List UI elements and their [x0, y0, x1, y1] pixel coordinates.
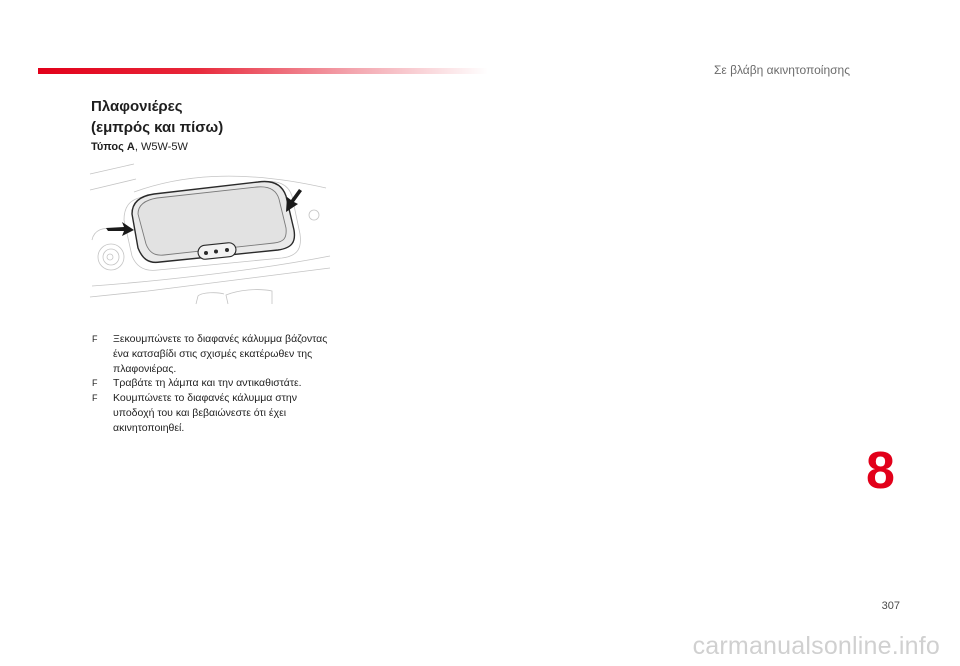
- bullet-icon: F: [92, 334, 98, 344]
- ceiling-lamp-illustration: [88, 160, 334, 305]
- bullet-icon: F: [92, 378, 98, 389]
- watermark-link[interactable]: carmanualsonline.info: [692, 632, 940, 660]
- step-text: Τραβάτε τη λάμπα και την αντικαθιστάτε.: [113, 377, 302, 390]
- step-text: Κουμπώνετε το διαφανές κάλυμμα στην υποδοχή του και βεβαιώνεστε ότι έχει ακινητοποιηθεί.: [113, 392, 298, 434]
- chapter-title: Σε βλάβη ακινητοποίησης: [713, 63, 850, 77]
- header-accent-bar: [38, 68, 488, 74]
- section-title-line-1: Πλαφονιέρες: [91, 98, 183, 115]
- instruction-steps: [92, 332, 332, 436]
- section-title-line-2: (εμπρός και πίσω): [91, 119, 224, 136]
- step-text: Ξεκουμπώνετε το διαφανές κάλυμμα βάζοντας ένα κατσαβίδι στις σχισμές εκατέρωθεν της πλαφονιέρας.: [113, 333, 328, 375]
- bulb-type: [91, 141, 188, 153]
- step-item: [92, 376, 332, 391]
- page-number: 307: [881, 600, 900, 612]
- bullet-icon: F: [92, 393, 98, 404]
- step-item: [92, 391, 332, 435]
- bulb-type-label: Τύπος A: [91, 141, 135, 153]
- step-item: [92, 332, 332, 376]
- section-title: [91, 96, 223, 138]
- bulb-type-value: , W5W-5W: [134, 141, 188, 153]
- chapter-number: 8: [866, 442, 895, 500]
